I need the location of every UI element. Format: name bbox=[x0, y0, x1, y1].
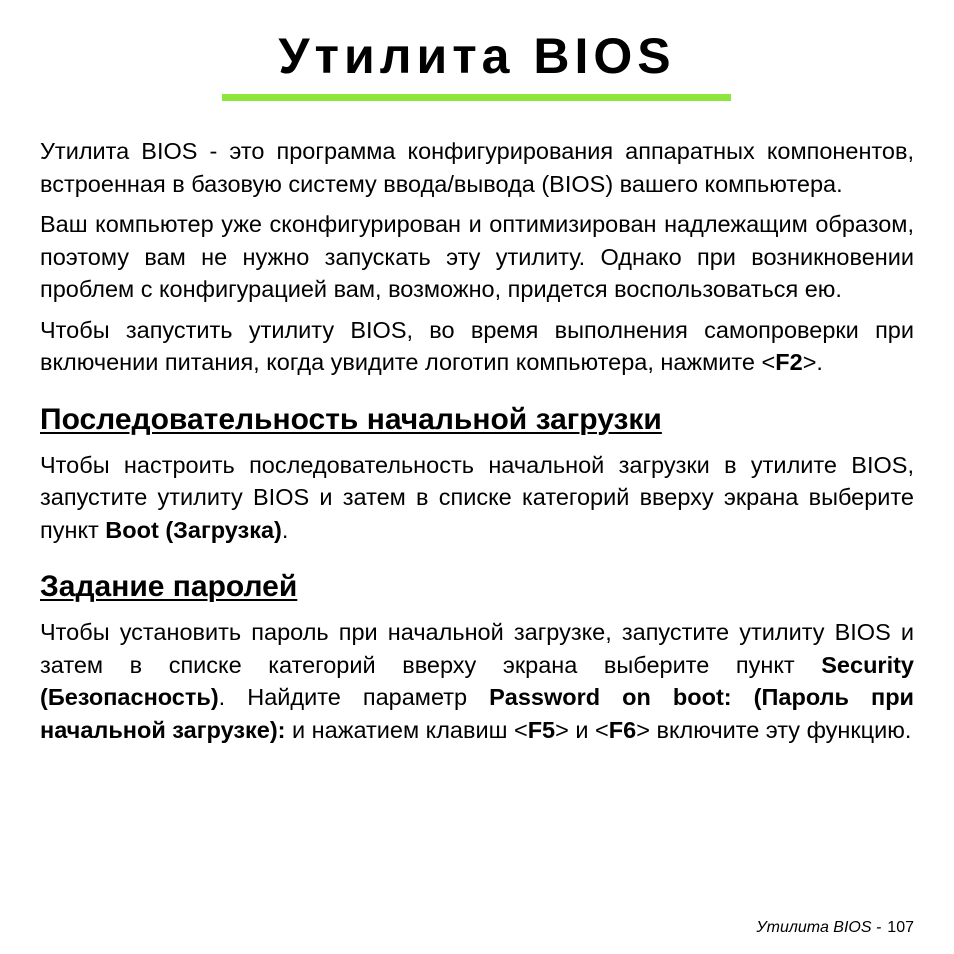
intro-paragraph-2: Ваш компьютер уже сконфигурирован и оптимизирован надлежащим образом, поэтому вам не нужно запускать эту утилиту. Однако при возникновении проблем с конфигурацией вам, возможно, придется воспользоваться ею. bbox=[40, 211, 914, 302]
passwords-text-3: и нажатием клавиш < bbox=[285, 716, 528, 743]
page-content bbox=[40, 135, 914, 754]
boot-text: Чтобы настроить последовательность начальной загрузки в утилите BIOS, запустите утилиту BIOS и затем в списке категорий вверху экрана выберите пункт bbox=[40, 451, 914, 543]
title-underline-bar bbox=[222, 94, 731, 101]
passwords-heading bbox=[40, 568, 914, 606]
boot-menu-item: Boot (Загрузка) bbox=[105, 516, 282, 543]
passwords-text-2: . Найдите параметр bbox=[218, 684, 490, 710]
boot-sequence-heading bbox=[40, 401, 914, 439]
passwords-paragraph bbox=[40, 616, 914, 746]
key-f2: F2 bbox=[775, 349, 803, 375]
boot-end: . bbox=[281, 516, 289, 543]
security-menu-item: Security (Безопасность) bbox=[40, 651, 914, 710]
password-on-boot-param: Password on boot: (Пароль при начальной загрузке): bbox=[40, 684, 914, 743]
footer-label: Утилита BIOS - bbox=[756, 919, 882, 936]
page-number: 107 bbox=[887, 919, 914, 936]
passwords-text-1: Чтобы установить пароль при начальной загрузке, запустите утилиту BIOS и затем в списке категорий вверху экрана выберите пункт bbox=[40, 619, 914, 678]
key-f5: F5 bbox=[527, 716, 556, 743]
boot-sequence-paragraph bbox=[40, 449, 914, 547]
passwords-text-5: > включите эту функцию. bbox=[636, 716, 912, 743]
key-f6: F6 bbox=[608, 716, 637, 743]
intro-p3-end: >. bbox=[802, 349, 823, 375]
boot-sequence-heading-text: Последовательность начальной загрузки bbox=[40, 402, 662, 436]
page-footer bbox=[756, 918, 914, 938]
page-title: Утилита BIOS bbox=[278, 28, 676, 84]
intro-paragraph-3 bbox=[40, 314, 914, 379]
passwords-text-4: > и < bbox=[555, 716, 609, 743]
passwords-heading-text: Задание паролей bbox=[40, 570, 298, 603]
intro-p3-text: Чтобы запустить утилиту BIOS, во время выполнения самопроверки при включении питания, когда увидите логотип компьютера, нажмите < bbox=[40, 316, 914, 375]
intro-paragraph-1: Утилита BIOS - это программа конфигурирования аппаратных компонентов, встроенная в базовую систему ввода/вывода (BIOS) вашего компьютера. bbox=[40, 138, 914, 197]
